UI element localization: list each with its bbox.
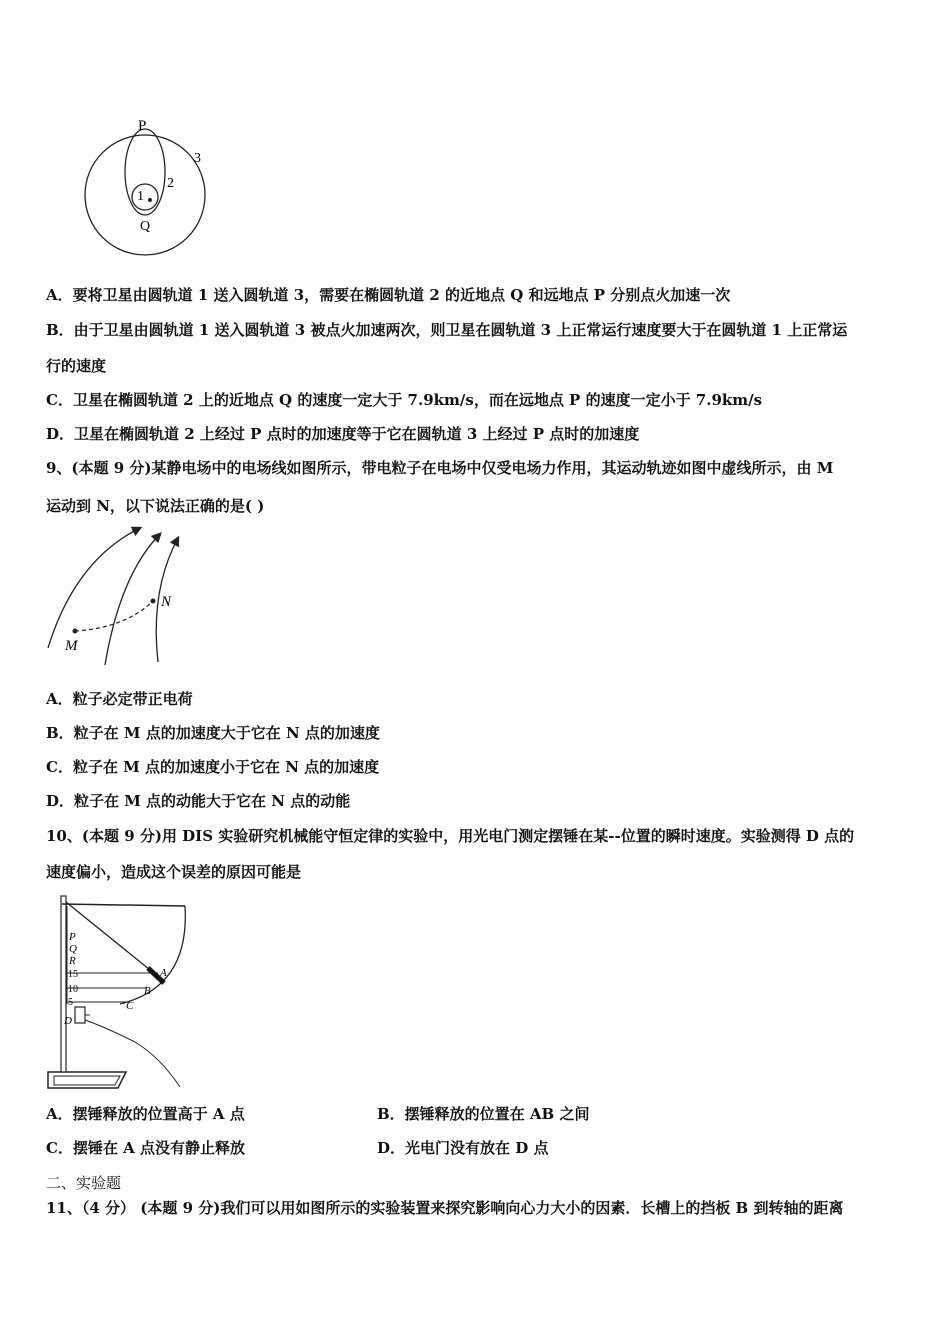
q9-option-d: D．粒子在 M 点的动能大于它在 N 点的动能 (46, 792, 351, 810)
photogate (75, 1007, 85, 1023)
label-p: P (138, 118, 147, 134)
scale-tick-15: 15 (68, 969, 78, 980)
orbit-2-ellipse (125, 129, 165, 215)
earth-dot (148, 198, 152, 202)
q10-option-b: B．摆锤释放的位置在 AB 之间 (377, 1105, 590, 1123)
q10-stem-line1: 10、(本题 9 分)用 DIS 实验研究机械能守恒定律的实验中，用光电门测定摆锤在某--位置的瞬时速度。实验测得 D 点的 (46, 827, 855, 845)
orbit-3-circle (85, 135, 205, 255)
pendulum-figure (40, 892, 200, 1097)
q11-stem-line1: 11、（4 分） (本题 9 分)我们可以用如图所示的实验装置来探究影响向心力大小的因素．长槽上的挡板 B 到转轴的距离 (46, 1199, 844, 1217)
q8-option-b-line1: B．由于卫星由圆轨道 1 送入圆轨道 3 被点火加速两次，则卫星在圆轨道 3 上正常运行速度要大于在圆轨道 1 上正常运 (46, 321, 848, 339)
q8-option-c: C．卫星在椭圆轨道 2 上的近地点 Q 的速度一定大于 7.9km/s，而在远地点 P 的速度一定小于 7.9km/s (46, 391, 763, 409)
scale-label-p: P (69, 931, 76, 943)
label-q: Q (140, 219, 151, 234)
scale-arc (120, 906, 185, 1004)
label-d: D (64, 1015, 72, 1027)
scale-label-q: Q (69, 943, 77, 955)
scale-tick-10: 10 (68, 984, 78, 995)
orbit-figure (80, 110, 220, 260)
label-1: 1 (137, 189, 144, 204)
q10-option-c: C．摆锤在 A 点没有静止释放 (46, 1139, 246, 1157)
orbit-1-circle (132, 184, 158, 210)
q9-stem-line2: 运动到 N，以下说法正确的是( ) (46, 497, 265, 515)
q9-option-a: A．粒子必定带正电荷 (46, 690, 193, 708)
q9-stem-line1: 9、(本题 9 分)某静电场中的电场线如图所示，带电粒子在电场中仅受电场力作用，其运动轨迹如图中虚线所示，由 M (46, 459, 834, 477)
q9-option-b: B．粒子在 M 点的加速度大于它在 N 点的加速度 (46, 724, 380, 742)
section-heading: 二、实验题 (46, 1174, 122, 1192)
stand-base (48, 1072, 126, 1088)
q8-option-b-line2: 行的速度 (46, 357, 107, 375)
q8-option-a: A．要将卫星由圆轨道 1 送入圆轨道 3，需要在椭圆轨道 2 的近地点 Q 和远地点 P 分别点火加速一次 (46, 286, 731, 304)
q9-option-c: C．粒子在 M 点的加速度小于它在 N 点的加速度 (46, 758, 380, 776)
scale-label-r: R (69, 955, 76, 967)
pendulum-rod (66, 902, 160, 978)
q8-option-d: D．卫星在椭圆轨道 2 上经过 P 点时的加速度等于它在圆轨道 3 上经过 P 点时的加速度 (46, 425, 640, 443)
field-lines-figure (40, 520, 200, 670)
label-m: M (65, 638, 78, 654)
q10-option-a: A．摆锤释放的位置高于 A 点 (46, 1105, 245, 1123)
label-b: B (144, 985, 151, 997)
label-3: 3 (194, 151, 201, 166)
q10-stem-line2: 速度偏小，造成这个误差的原因可能是 (46, 863, 302, 881)
scale-tick-5: 5 (68, 997, 73, 1008)
label-c: C (126, 1000, 134, 1012)
label-n: N (161, 594, 172, 610)
stand-pole (61, 896, 66, 1072)
particle-trajectory (75, 601, 153, 631)
point-n-dot (151, 599, 156, 604)
label-2: 2 (167, 176, 174, 191)
q10-option-d: D．光电门没有放在 D 点 (377, 1139, 549, 1157)
label-a: A (160, 967, 167, 979)
point-m-dot (73, 629, 78, 634)
